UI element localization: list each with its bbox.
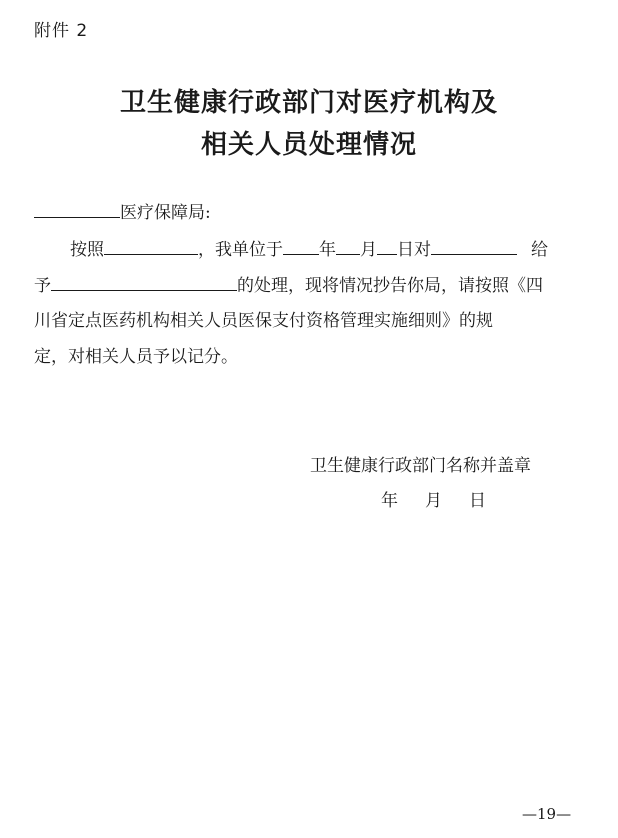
signature-date: 年 月 日 [381,491,487,511]
body-line-1 [70,236,548,260]
body-line-2 [34,272,543,296]
body-line-4 [34,345,238,369]
year-blank [283,236,319,255]
month-label: 月 [360,240,377,260]
our-unit-text: ，我单位于 [198,240,283,260]
day-blank [377,236,397,255]
document-title-line-2: 相关人员处理情况 [200,130,417,160]
give-label: 给 [531,240,548,260]
basis-blank [104,236,198,255]
body-text-4: 定，对相关人员予以记分。 [34,347,238,367]
target-blank [431,236,517,255]
document-title-line-1: 卫生健康行政部门对医疗机构及 [119,88,498,118]
action-blank [51,272,237,291]
signature-org: 卫生健康行政部门名称并盖章 [310,456,531,476]
give-char: 予 [34,276,51,296]
year-label: 年 [319,240,336,260]
basis-label: 按照 [70,240,104,260]
month-blank [336,236,360,255]
page-number: —19— [522,805,572,823]
body-text-2: 的处理，现将情况抄告你局，请按照《四 [237,276,543,296]
addressee-suffix: 医疗保障局: [120,203,211,223]
day-label: 日对 [397,240,431,260]
body-text-3: 川省定点医药机构相关人员医保支付资格管理实施细则》的规 [34,311,493,331]
addressee-line [34,199,211,223]
body-line-3 [34,309,493,333]
attachment-label: 附件 2 [34,21,89,41]
addressee-blank [34,199,120,218]
